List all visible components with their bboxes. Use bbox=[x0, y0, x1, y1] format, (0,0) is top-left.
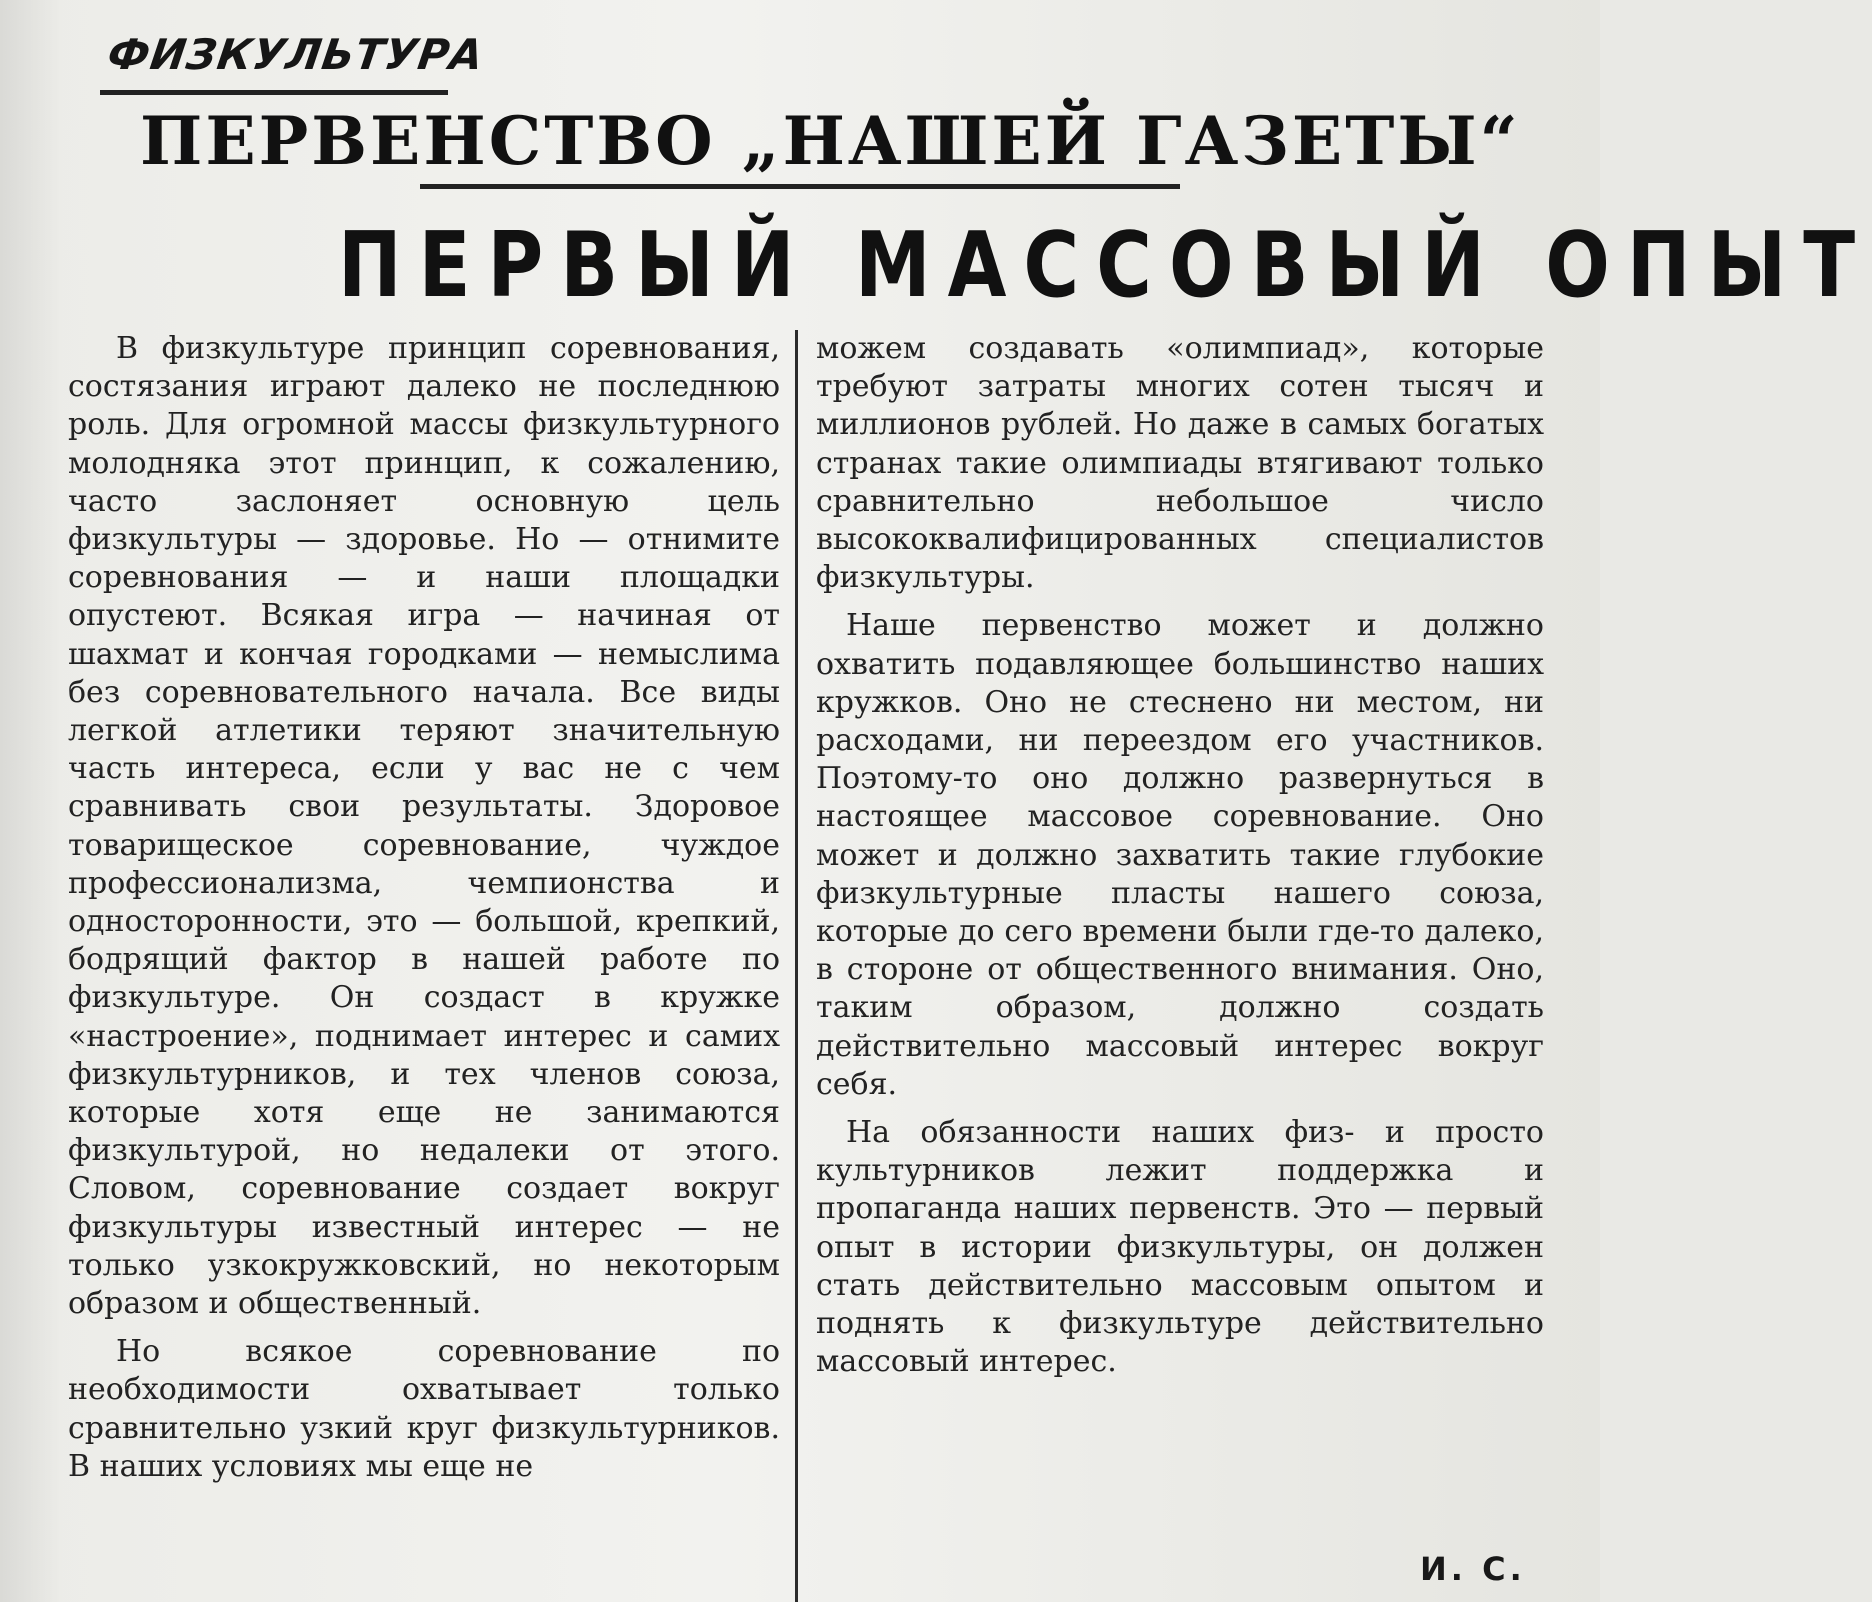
rubric-underline bbox=[100, 90, 448, 95]
article-paragraph: Наше первенство может и должно охватить подавляющее большинство наших кружков. Оно не стеснено ни местом, ни расходами, ни переездом его участников. Поэтому-то оно должно развернуться в настоящее массовое соревнование. Оно может и должно захватить такие глубокие физкультурные пласты нашего союза, которые до сего времени были где-то далеко, в стороне от общественного внимания. Оно, таким образом, должно создать действительно массовый интерес вокруг себя. bbox=[816, 608, 1544, 1102]
column-divider bbox=[795, 330, 798, 1602]
article-left-column bbox=[68, 330, 780, 1600]
article-paragraph: На обязанности наших физ- и просто культурников лежит поддержка и пропаганда наших первенств. Это — первый опыт в истории физкультуры, он должен стать действительно массовым опытом и поднять к физкультуре действительно массовый интерес. bbox=[816, 1115, 1544, 1380]
article-right-column bbox=[816, 330, 1544, 1600]
headline-rule bbox=[420, 184, 1180, 189]
main-headline: ПЕРВЕНСТВО „НАШЕЙ ГАЗЕТЫ“ bbox=[140, 102, 1521, 180]
article-paragraph: Но всякое соревнование по необходимости охватывает только сравнительно узкий круг физкультурников. В наших условиях мы еще не bbox=[68, 1334, 780, 1484]
article-paragraph: В физкультуре принцип соревнования, состязания играют далеко не последнюю роль. Для огромной массы физкультурного молодняка этот принцип, к сожалению, часто заслоняет основную цель физкультуры — здоровье. Но — отнимите соревнования — и наши площадки опустеют. Всякая игра — начиная от шахмат и кончая городками — немыслима без соревновательного начала. Все виды легкой атлетики теряют значительную часть интереса, если у вас не с чем сравнивать свои результаты. Здоровое товарищеское соревнование, чуждое профессионализма, чемпионства и односторонности, это — большой, крепкий, бодрящий фактор в нашей работе по физкультуре. Он создаст в кружке «настроение», поднимает интерес и самих физкультурников, и тех членов союза, которые хотя еще не занимаются физкультурой, но недалеки от этого. Словом, соревнование создает вокруг физкультуры известный интерес — не только узкокружковский, но некоторым образом и общественный. bbox=[68, 331, 780, 1322]
author-signature: И. С. bbox=[1420, 1550, 1526, 1588]
page-edge-shadow bbox=[0, 0, 64, 1602]
article-subheadline: ПЕРВЫЙ МАССОВЫЙ ОПЫТ bbox=[338, 212, 1872, 318]
rubric-title: ФИЗКУЛЬТУРА bbox=[104, 30, 488, 79]
article-paragraph: можем создавать «олимпиад», которые требуют затраты многих сотен тысяч и миллионов рублей. Но даже в самых богатых странах такие олимпиады втягивают только сравнительно небольшое число высококвалифицированных специалистов физкультуры. bbox=[816, 331, 1544, 596]
section-rubric bbox=[100, 18, 488, 98]
